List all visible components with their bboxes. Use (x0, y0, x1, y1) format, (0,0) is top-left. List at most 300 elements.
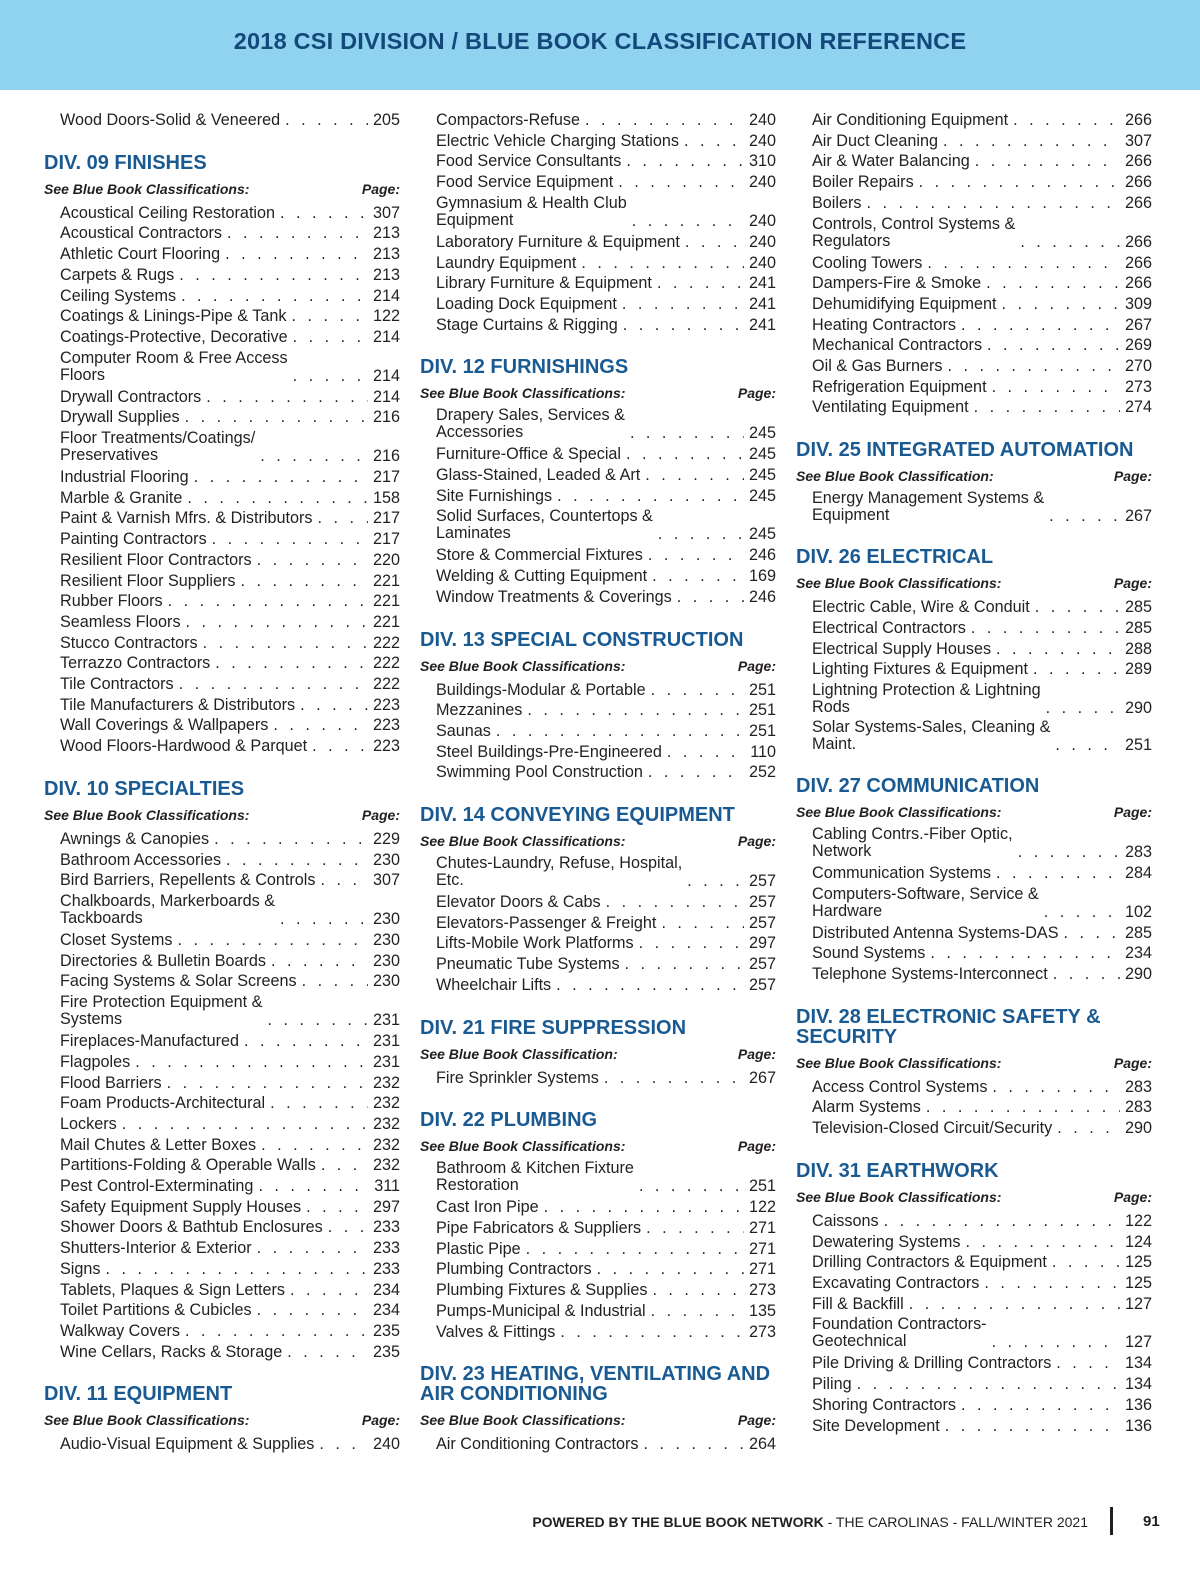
dot-leader (1053, 964, 1120, 985)
entry-name: Access Control Systems (812, 1077, 988, 1096)
classification-entry (812, 1353, 1152, 1374)
dot-leader (312, 736, 368, 757)
entry-page-number: 127 (1124, 1294, 1152, 1313)
entry-page-number: 264 (748, 1435, 776, 1454)
entry-name: Glass-Stained, Leaded & Art (436, 466, 641, 485)
entry-page-number: 274 (1124, 398, 1152, 417)
entry-page-number: 205 (372, 111, 400, 129)
division-heading: DIV. 13 SPECIAL CONSTRUCTION (420, 628, 744, 651)
entry-name: Acoustical Contractors (60, 224, 222, 243)
division-heading: DIV. 26 ELECTRICAL (796, 546, 994, 569)
dot-leader (1055, 737, 1120, 754)
entry-name: Paint & Varnish Mfrs. & Distributors (60, 509, 313, 528)
entry-page-number: 288 (1124, 639, 1152, 658)
dot-leader (179, 674, 368, 695)
classification-entry (60, 870, 400, 891)
classification-entry (60, 971, 400, 992)
entry-name: Pneumatic Tube Systems (436, 955, 620, 974)
entry-page-number: 136 (1124, 1416, 1152, 1435)
classification-entry (812, 1077, 1152, 1098)
entry-name: Wall Coverings & Wallpapers (60, 716, 269, 735)
classification-entry (812, 151, 1152, 172)
entry-name: Carpets & Rugs (60, 265, 175, 284)
dot-leader (556, 975, 744, 996)
dot-leader (290, 1280, 368, 1301)
entry-page-number: 122 (1124, 1211, 1152, 1230)
entry-page-number: 289 (1124, 660, 1152, 679)
division-heading: DIV. 28 ELECTRONIC SAFETY & SECURITY (796, 1005, 1101, 1048)
entry-page-number: 273 (1124, 377, 1152, 396)
entry-page-number: 221 (372, 571, 400, 590)
classification-entry (812, 863, 1152, 884)
entry-page-number: 266 (1124, 193, 1152, 212)
dot-leader (1064, 923, 1120, 944)
entry-name: Elevator Doors & Cabs (436, 893, 601, 912)
dot-leader (179, 265, 368, 286)
entry-page-number: 251 (748, 701, 776, 720)
entry-page-number: 234 (372, 1301, 400, 1320)
entry-page-number: 283 (1124, 842, 1152, 861)
division-heading: DIV. 25 INTEGRATED AUTOMATION (796, 439, 1134, 462)
dot-leader (986, 273, 1120, 294)
column-1 (44, 110, 400, 1455)
dot-leader (975, 151, 1120, 172)
entry-name: Coatings & Linings-Pipe & Tank (60, 307, 287, 326)
entry-name: Swimming Pool Construction (436, 763, 643, 782)
entry-page-number: 222 (372, 654, 400, 673)
entry-page-number: 273 (748, 1281, 776, 1300)
classification-entry (812, 1316, 1152, 1351)
dot-leader (996, 863, 1120, 884)
entry-page-number: 217 (372, 509, 400, 528)
entry-name: Furniture-Office & Special (436, 445, 622, 464)
entry-name: Cast Iron Pipe (436, 1198, 539, 1217)
entry-name: Electrical Supply Houses (812, 639, 992, 658)
classification-entry (436, 131, 776, 152)
classification-entry (60, 591, 400, 612)
classification-entry (812, 1232, 1152, 1253)
dot-leader (244, 1031, 368, 1052)
footer-edition: - THE CAROLINAS - FALL/WINTER 2021 (823, 1514, 1088, 1530)
entry-page-number: 283 (1124, 1077, 1152, 1096)
dot-leader (684, 131, 744, 152)
entry-page-number: 213 (372, 265, 400, 284)
classification-entry (812, 923, 1152, 944)
entry-page-number: 271 (748, 1239, 776, 1258)
dot-leader (1049, 508, 1120, 525)
entry-name: Partitions-Folding & Operable Walls (60, 1156, 316, 1175)
entry-page-number: 267 (1124, 315, 1152, 334)
entry-name: Pumps-Municipal & Industrial (436, 1301, 646, 1320)
dot-leader (646, 1218, 744, 1239)
entry-name: Pest Control-Exterminating (60, 1177, 254, 1196)
dot-leader (317, 508, 368, 529)
entry-page-number: 231 (372, 1052, 400, 1071)
classification-entry (812, 216, 1152, 251)
classification-entry (812, 397, 1152, 418)
classification-entry (436, 486, 776, 507)
classification-subheading (420, 657, 776, 675)
entry-page-number: 231 (372, 1011, 400, 1030)
entry-page-number: 134 (1124, 1354, 1152, 1373)
dot-leader (643, 1434, 744, 1455)
dot-leader (206, 387, 368, 408)
classification-entry (436, 1160, 776, 1195)
dot-leader (240, 571, 368, 592)
entry-page-number: 134 (1124, 1375, 1152, 1394)
division-heading: DIV. 31 EARTHWORK (796, 1159, 999, 1182)
entry-page-number: 240 (748, 111, 776, 129)
classification-entry (60, 893, 400, 928)
entry-page-number: 252 (748, 763, 776, 782)
entry-name: Plumbing Fixtures & Supplies (436, 1281, 648, 1300)
entry-name: Audio-Visual Equipment & Supplies (60, 1435, 315, 1454)
dot-leader (992, 1077, 1120, 1098)
entry-page-number: 223 (372, 695, 400, 714)
dot-leader (1044, 904, 1120, 921)
dot-leader (544, 1197, 744, 1218)
entry-page-number: 122 (372, 307, 400, 326)
entry-page-number: 257 (748, 872, 776, 891)
entry-name: Dampers-Fire & Smoke (812, 274, 982, 293)
dot-leader (177, 930, 368, 951)
dot-leader (651, 680, 744, 701)
dot-leader (194, 467, 368, 488)
classification-entry (812, 719, 1152, 754)
classification-entry (60, 1321, 400, 1342)
entry-page-number: 310 (748, 152, 776, 171)
dot-leader (585, 110, 744, 131)
entry-page-number: 222 (372, 675, 400, 694)
dot-leader (185, 1321, 368, 1342)
entry-name: Athletic Court Flooring (60, 245, 221, 264)
entry-page-number: 290 (1124, 1119, 1152, 1138)
entry-page-number: 251 (748, 721, 776, 740)
entry-page-number: 213 (372, 224, 400, 243)
classification-entry (812, 315, 1152, 336)
entry-page-number: 297 (372, 1197, 400, 1216)
classification-entry (60, 695, 400, 716)
entry-name: Heating Contractors (812, 315, 956, 334)
entry-name: Rubber Floors (60, 592, 163, 611)
entry-name: Safety Equipment Supply Houses (60, 1197, 302, 1216)
entry-page-number: 230 (372, 909, 400, 928)
division-heading: DIV. 12 FURNISHINGS (420, 356, 629, 379)
entry-page-number: 233 (372, 1259, 400, 1278)
classification-entry (60, 1176, 400, 1197)
entry-name: Fireplaces-Manufactured (60, 1032, 240, 1051)
classification-entry (60, 529, 400, 550)
entry-page-number: 246 (748, 546, 776, 565)
entry-name: Air & Water Balancing (812, 152, 970, 171)
classification-entry (436, 508, 776, 543)
dot-leader (658, 526, 744, 543)
entry-page-number: 241 (748, 274, 776, 293)
entry-name: Communication Systems (812, 863, 992, 882)
classification-entry (812, 597, 1152, 618)
classification-entry (60, 736, 400, 757)
dot-leader (319, 1434, 368, 1455)
entry-page-number: 266 (1124, 173, 1152, 192)
entry-page-number: 241 (748, 294, 776, 313)
dot-leader (651, 1301, 744, 1322)
dot-leader (267, 1012, 368, 1029)
dot-leader (287, 1342, 368, 1363)
classification-entry (60, 244, 400, 265)
page-footer (0, 1505, 1200, 1545)
entry-name: Stage Curtains & Rigging (436, 315, 618, 334)
entry-name: Wood Doors-Solid & Veneered (60, 111, 281, 129)
dot-leader (961, 315, 1120, 336)
subheading-label: See Blue Book Classifications: (796, 1054, 1002, 1071)
entry-name: Dehumidifying Equipment (812, 294, 997, 313)
entry-page-number: 240 (748, 253, 776, 272)
page-column-label: Page: (1113, 575, 1152, 592)
classification-entry (60, 1300, 400, 1321)
entry-name: Marble & Granite (60, 488, 183, 507)
entry-page-number: 285 (1124, 618, 1152, 637)
entry-name: Floor Treatments/Coatings/ Preservatives (60, 429, 256, 465)
entry-page-number: 125 (1124, 1273, 1152, 1292)
entry-name: Computer Room & Free Access Floors (60, 348, 288, 384)
entry-name: Electric Cable, Wire & Conduit (812, 598, 1030, 617)
entry-name: Tile Contractors (60, 675, 174, 694)
classification-entry (60, 306, 400, 327)
dot-leader (667, 742, 744, 763)
classification-entry (812, 172, 1152, 193)
classification-entry (60, 930, 400, 951)
entry-name: Shower Doors & Bathtub Enclosures (60, 1218, 323, 1237)
entry-name: Controls, Control Systems & Regulators (812, 214, 1016, 250)
subheading-label: See Blue Book Classifications: (44, 180, 250, 197)
entry-name: Laundry Equipment (436, 253, 577, 272)
entry-name: Mezzanines (436, 701, 523, 720)
entry-page-number: 232 (372, 1094, 400, 1113)
entry-page-number: 216 (372, 408, 400, 427)
entry-name: Piling (812, 1375, 852, 1394)
classification-entry (812, 1416, 1152, 1437)
dot-leader (181, 286, 368, 307)
entry-page-number: 257 (748, 893, 776, 912)
entry-name: Foundation Contractors- Geotechnical (812, 1315, 987, 1351)
subheading-label: See Blue Book Classifications: (44, 1412, 250, 1429)
page-column-label: Page: (1113, 1054, 1152, 1071)
dot-leader (625, 954, 744, 975)
classification-entry (436, 975, 776, 996)
classification-entry (60, 1052, 400, 1073)
classification-subheading (796, 467, 1152, 485)
entry-name: Lighting Fixtures & Equipment (812, 660, 1028, 679)
classification-entry (60, 430, 400, 465)
entry-name: Fire Sprinkler Systems (436, 1068, 599, 1087)
entry-page-number: 240 (748, 173, 776, 192)
classification-entry (812, 1395, 1152, 1416)
classification-entry (60, 488, 400, 509)
classification-entry (60, 1342, 400, 1363)
dot-leader (1046, 700, 1120, 717)
classification-entry (812, 943, 1152, 964)
classification-entry (60, 1031, 400, 1052)
dot-leader (293, 368, 368, 385)
entry-name: Mechanical Contractors (812, 336, 983, 355)
dot-leader (226, 850, 368, 871)
entry-page-number: 223 (372, 716, 400, 735)
classification-entry (812, 335, 1152, 356)
entry-name: Site Furnishings (436, 486, 553, 505)
dot-leader (626, 151, 744, 172)
dot-leader (677, 587, 744, 608)
dot-leader (560, 1322, 744, 1343)
entry-page-number: 290 (1124, 698, 1152, 717)
classification-entry (812, 682, 1152, 717)
classification-entry (436, 680, 776, 701)
entry-page-number: 230 (372, 850, 400, 869)
page-column-label: Page: (737, 385, 776, 402)
entry-name: Chutes-Laundry, Refuse, Hospital, Etc. (436, 854, 683, 890)
dot-leader (984, 1273, 1120, 1294)
entry-name: Library Furniture & Equipment (436, 274, 652, 293)
dot-leader (623, 315, 744, 336)
entry-page-number: 235 (372, 1342, 400, 1361)
entry-name: Sound Systems (812, 944, 926, 963)
classification-entry (812, 377, 1152, 398)
entry-page-number: 222 (372, 633, 400, 652)
classification-entry (60, 951, 400, 972)
division-heading: DIV. 11 EQUIPMENT (44, 1383, 233, 1406)
dot-leader (581, 253, 744, 274)
entry-name: Dewatering Systems (812, 1232, 961, 1251)
dot-leader (257, 550, 368, 571)
entry-name: Closet Systems (60, 930, 173, 949)
classification-entry (60, 1073, 400, 1094)
classification-entry (436, 1434, 776, 1455)
dot-leader (291, 306, 368, 327)
dot-leader (626, 444, 744, 465)
page-column-label: Page: (1113, 468, 1152, 485)
subheading-label: See Blue Book Classifications: (796, 575, 1002, 592)
subheading-label: See Blue Book Classification: (796, 468, 994, 485)
subheading-label: See Blue Book Classifications: (420, 833, 626, 850)
dot-leader (167, 1073, 368, 1094)
entry-name: Coatings-Protective, Decorative (60, 327, 288, 346)
classification-entry (436, 232, 776, 253)
classification-entry (436, 407, 776, 442)
entry-name: Directories & Bulletin Boards (60, 951, 267, 970)
entry-page-number: 102 (1124, 902, 1152, 921)
dot-leader (639, 933, 744, 954)
classification-entry (812, 356, 1152, 377)
entry-name: Gymnasium & Health Club Equipment (436, 193, 627, 229)
entry-page-number: 284 (1124, 863, 1152, 882)
entry-page-number: 297 (748, 934, 776, 953)
entry-name: Drywall Contractors (60, 387, 202, 406)
entry-name: Solar Systems-Sales, Cleaning & Maint. (812, 717, 1051, 753)
dot-leader (225, 244, 368, 265)
page-column-label: Page: (1113, 803, 1152, 820)
dot-leader (227, 223, 368, 244)
entry-name: Computers-Software, Service & Hardware (812, 884, 1039, 920)
entry-page-number: 240 (748, 131, 776, 150)
classification-entry (812, 639, 1152, 660)
dot-leader (996, 639, 1120, 660)
classification-entry (60, 674, 400, 695)
classification-entry (436, 892, 776, 913)
division-heading: DIV. 09 FINISHES (44, 151, 207, 174)
classification-entry (812, 1273, 1152, 1294)
entry-name: Food Service Equipment (436, 173, 614, 192)
entry-page-number: 110 (750, 742, 776, 761)
entry-name: Industrial Flooring (60, 468, 189, 487)
entry-name: Solid Surfaces, Countertops & Laminates (436, 507, 653, 543)
classification-entry (436, 566, 776, 587)
dot-leader (273, 715, 368, 736)
classification-entry (436, 315, 776, 336)
subheading-label: See Blue Book Classifications: (420, 1412, 626, 1429)
classification-entry (60, 1259, 400, 1280)
entry-page-number: 257 (748, 913, 776, 932)
dot-leader (1001, 294, 1120, 315)
entry-name: Distributed Antenna Systems-DAS (812, 923, 1059, 942)
subheading-label: See Blue Book Classifications: (420, 1138, 626, 1155)
entry-name: Alarm Systems (812, 1098, 921, 1117)
classification-entry (60, 407, 400, 428)
classification-entry (60, 110, 400, 131)
classification-entry (812, 131, 1152, 152)
entry-page-number: 214 (372, 387, 400, 406)
classification-entry (812, 193, 1152, 214)
dot-leader (270, 1093, 368, 1114)
dot-leader (604, 1068, 744, 1089)
entry-page-number: 307 (372, 871, 400, 890)
entry-page-number: 257 (748, 955, 776, 974)
classification-subheading (44, 806, 400, 824)
page-column-label: Page: (1113, 1188, 1152, 1205)
classification-entry (60, 571, 400, 592)
dot-leader (661, 913, 744, 934)
classification-subheading (796, 574, 1152, 592)
entry-page-number: 245 (748, 525, 776, 544)
entry-page-number: 241 (748, 315, 776, 334)
dot-leader (597, 1259, 744, 1280)
entry-name: Fill & Backfill (812, 1294, 904, 1313)
classification-entry (812, 964, 1152, 985)
classification-entry (436, 1301, 776, 1322)
entry-page-number: 232 (372, 1114, 400, 1133)
entry-name: Laboratory Furniture & Equipment (436, 232, 680, 251)
dot-leader (632, 213, 744, 230)
entry-page-number: 285 (1124, 923, 1152, 942)
classification-entry (60, 467, 400, 488)
classification-entry (60, 327, 400, 348)
dot-leader (1056, 1353, 1120, 1374)
entry-name: Welding & Cutting Equipment (436, 567, 648, 586)
dot-leader (185, 407, 368, 428)
dot-leader (919, 172, 1120, 193)
classification-entry (812, 490, 1152, 525)
dot-leader (884, 1211, 1120, 1232)
page-column-label: Page: (737, 1138, 776, 1155)
classification-entry (436, 444, 776, 465)
dot-leader (1057, 1118, 1120, 1139)
classification-entry (60, 1135, 400, 1156)
dot-leader (293, 327, 368, 348)
entry-name: Bathroom & Kitchen Fixture Restoration (436, 1159, 634, 1195)
entry-name: Fire Protection Equipment & Systems (60, 993, 263, 1029)
dot-leader (186, 612, 368, 633)
entry-page-number: 283 (1124, 1098, 1152, 1117)
dot-leader (965, 1232, 1120, 1253)
dot-leader (285, 110, 368, 131)
